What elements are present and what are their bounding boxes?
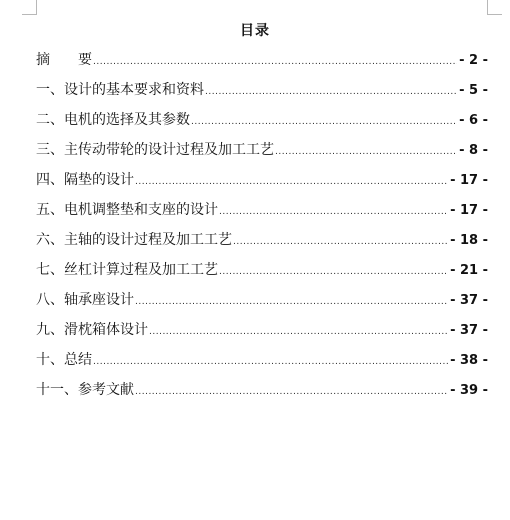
toc-entry-label: 摘 要 — [36, 52, 92, 68]
toc-entry-page: - 38 - — [450, 353, 488, 368]
toc-entry-page: - 37 - — [450, 323, 488, 338]
toc-entry[interactable] — [36, 139, 488, 169]
toc-entry[interactable] — [36, 349, 488, 379]
toc-entry-label: 八、轴承座设计 — [36, 292, 134, 308]
toc-entry[interactable] — [36, 289, 488, 319]
toc-entry[interactable] — [36, 49, 488, 79]
toc-entry-page: - 37 - — [450, 293, 488, 308]
toc-entry[interactable] — [36, 259, 488, 289]
toc-entry-label: 三、主传动带轮的设计过程及加工工艺 — [36, 142, 274, 158]
dot-leader — [275, 147, 457, 157]
toc-entry[interactable] — [36, 379, 488, 409]
toc-entry-page: - 17 - — [450, 173, 488, 188]
toc-entry-label: 十、总结 — [36, 352, 92, 368]
dot-leader — [135, 387, 448, 397]
toc-entry[interactable] — [36, 169, 488, 199]
crop-mark-top-left — [36, 0, 37, 14]
toc-entry-label: 一、设计的基本要求和资料 — [36, 82, 204, 98]
toc-entry[interactable] — [36, 109, 488, 139]
toc-entry-page: - 6 - — [459, 113, 488, 128]
toc-entry-label: 七、丝杠计算过程及加工工艺 — [36, 262, 218, 278]
toc-entry-page: - 18 - — [450, 233, 488, 248]
toc-entry-page: - 2 - — [459, 53, 488, 68]
toc-entry-page: - 39 - — [450, 383, 488, 398]
toc-entry[interactable] — [36, 229, 488, 259]
toc-entry-page: - 17 - — [450, 203, 488, 218]
dot-leader — [93, 57, 457, 67]
crop-mark-top-left — [22, 14, 37, 15]
toc-entry-label: 二、电机的选择及其参数 — [36, 112, 190, 128]
table-of-contents — [36, 49, 488, 409]
dot-leader — [205, 87, 457, 97]
crop-mark-top-right — [487, 0, 488, 14]
toc-entry-label: 六、主轴的设计过程及加工工艺 — [36, 232, 232, 248]
toc-entry-label: 十一、参考文献 — [36, 382, 134, 398]
dot-leader — [135, 297, 448, 307]
toc-entry[interactable] — [36, 319, 488, 349]
dot-leader — [233, 237, 448, 247]
dot-leader — [219, 267, 448, 277]
toc-entry-page: - 21 - — [450, 263, 488, 278]
dot-leader — [149, 327, 448, 337]
dot-leader — [219, 207, 448, 217]
dot-leader — [135, 177, 448, 187]
toc-title: 目录 — [240, 23, 270, 39]
dot-leader — [191, 117, 457, 127]
toc-entry-page: - 8 - — [459, 143, 488, 158]
dot-leader — [93, 357, 448, 367]
toc-entry-label: 四、隔垫的设计 — [36, 172, 134, 188]
toc-entry-label: 九、滑枕箱体设计 — [36, 322, 148, 338]
toc-entry[interactable] — [36, 199, 488, 229]
toc-entry-page: - 5 - — [459, 83, 488, 98]
crop-mark-top-right — [487, 14, 502, 15]
toc-entry-label: 五、电机调整垫和支座的设计 — [36, 202, 218, 218]
toc-entry[interactable] — [36, 79, 488, 109]
